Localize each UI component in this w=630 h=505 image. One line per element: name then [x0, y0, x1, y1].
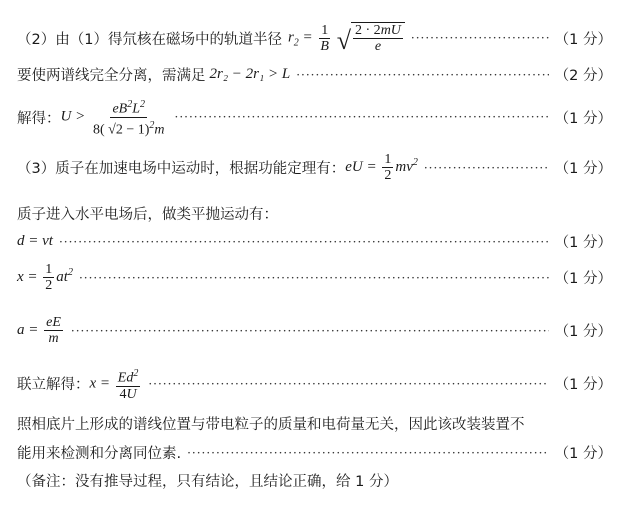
formula-a: [17, 315, 65, 346]
answer-line-separation: [17, 64, 612, 85]
fraction: $\frac{2 \cdot 2mU}{e}$: [355, 23, 401, 54]
score: （2 分）: [554, 68, 612, 84]
answer-line-projectile: [17, 203, 612, 224]
line-text: 能用来检测和分离同位素.: [17, 446, 182, 462]
formula-result-lhs: x =: [89, 375, 111, 392]
formula-x-lhs: x =: [17, 268, 38, 285]
dot-leader: [296, 68, 548, 82]
fraction: $\frac{1}{2}$: [45, 262, 53, 293]
answer-line-solve-u: [17, 97, 612, 137]
answer-line-x: [17, 262, 612, 293]
answer-line-2-radius: [17, 22, 612, 54]
score: （1 分）: [554, 377, 612, 394]
score: （1 分）: [554, 235, 612, 251]
formula-result: [90, 366, 143, 402]
fraction: $\frac{1}{B}$: [320, 22, 329, 54]
answer-line-d: [17, 231, 612, 252]
line-text: 联立解得：: [17, 377, 90, 394]
dot-leader: [79, 271, 549, 285]
line-text: （3）质子在加速电场中运动时，根据功能定理有：: [17, 161, 346, 177]
dot-leader: [411, 31, 549, 45]
dot-leader: [424, 161, 549, 175]
score: （1 分）: [554, 31, 612, 48]
score: （1 分）: [554, 110, 612, 127]
fraction: $\frac{eB^2L^2}{8( √2 - 1)^2m}$: [92, 99, 165, 138]
dot-leader: [175, 110, 549, 124]
formula-a-lhs: a =: [17, 321, 39, 338]
formula-energy: eU = $\frac{1}{2}$ $mv^2$: [345, 152, 418, 183]
formula-r2: $r_2$ = $\frac{1}{B}$ √ $\frac{2 \cdot 2mU}{e}$: [288, 22, 405, 54]
sqrt: √ $\frac{2 \cdot 2mU}{e}$: [337, 22, 405, 54]
answer-line-a: [17, 315, 612, 346]
fraction: $\frac{eE}{m}$: [46, 315, 61, 346]
score: （1 分）: [554, 271, 612, 287]
formula-condition: 2r₂ − 2r₁ > L: [209, 66, 291, 82]
line-text: （2）由（1）得氘核在磁场中的轨道半径: [17, 31, 282, 48]
dot-leader: [187, 446, 549, 460]
fraction: $\frac{1}{2}$: [384, 152, 392, 183]
score: （1 分）: [554, 324, 612, 340]
line-text: 解得：: [17, 110, 61, 127]
score: （1 分）: [554, 161, 612, 177]
answer-line-conclusion: [17, 413, 612, 434]
formula-u: U > $\frac{eB^2L^2}{8( √2 - 1)^2m}$: [60, 99, 165, 138]
answer-note: [17, 470, 612, 491]
answer-line-result: [17, 366, 612, 402]
answer-line-3-energy: [17, 152, 612, 183]
dot-leader: [148, 377, 548, 391]
fraction: $\frac{Ed^2}{4U}$: [117, 368, 139, 402]
dot-leader: [71, 324, 549, 338]
line-text: 要使两谱线完全分离，需满足: [17, 68, 206, 84]
formula-x: x = $\frac{1}{2}$ $at^2$: [17, 262, 73, 293]
score: （1 分）: [554, 446, 612, 462]
answer-line-conclusion-cont: [17, 442, 612, 463]
line-text: 照相底片上形成的谱线位置与带电粒子的质量和电荷量无关，因此该改装装置不: [17, 417, 525, 433]
dot-leader: [59, 235, 549, 249]
line-text: 质子进入水平电场后，做类平抛运动有：: [17, 207, 278, 223]
formula-d: d = vt: [17, 233, 53, 249]
note-text: （备注：没有推导过程，只有结论，且结论正确，给 1 分）: [17, 474, 398, 490]
